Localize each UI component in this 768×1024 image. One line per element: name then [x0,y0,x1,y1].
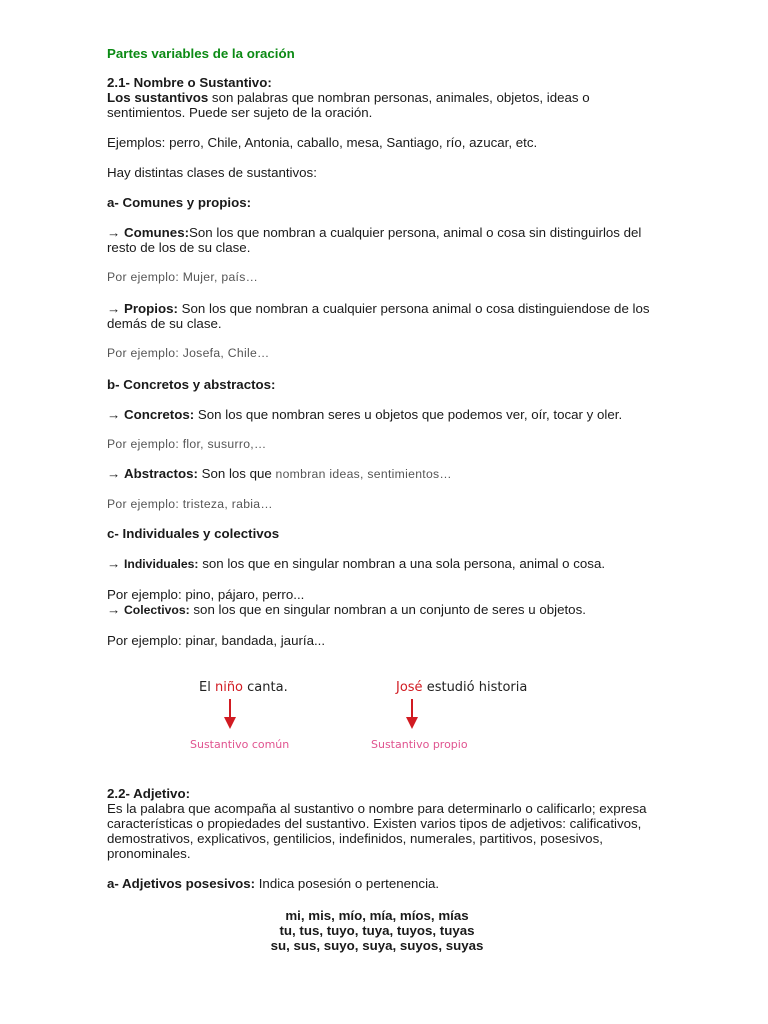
concretos-text: Son los que nombran seres u objetos que podemos ver, oír, tocar y oler. [194,407,623,422]
definition-term: Los sustantivos [107,90,209,105]
adjetivo-section [107,786,667,953]
classes-intro: Hay distintas clases de sustantivos: [107,165,317,180]
subheading-concretos-abstractos: b- Concretos y abstractos: [107,377,276,392]
right-arrow-icon: → [107,407,121,422]
right-arrow-icon: → [107,466,121,481]
posesivos-label: a- Adjetivos posesivos: [107,876,256,891]
adjetivo-definition: Es la palabra que acompaña al sustantivo o nombre para determinarlo o calificarlo; expresa características o propiedades del sustantivo. Existen varios tipos de adjetivos: calificativos, demostrativos, explicativos, gentilicios, indefinidos, numerales, partitivos, posesivos, pronominales. [107,801,647,861]
page-title: Partes variables de la oración [107,46,295,61]
sentence-left-pre: El [199,680,215,695]
posesivos-row: tu, tus, tuyo, tuya, tuyos, tuyas [279,923,475,938]
comunes-label: Comunes: [124,225,190,240]
posesivos-definition [107,876,667,891]
posesivos-list [107,908,667,953]
propios-example: Por ejemplo: Josefa, Chile… [107,346,270,360]
abstractos-label: Abstractos: [124,466,198,481]
concretos-example: Por ejemplo: flor, susurro,… [107,437,267,451]
definition-text: son palabras que nombran personas, animales, objetos, ideas o sentimientos. Puede ser sujeto de la oración. [107,90,590,120]
comunes-text: Son los que nombran a cualquier persona, animal o cosa sin distinguirlos del resto de los de su clase. [107,225,642,255]
diagram-sentence-right [395,680,527,695]
posesivos-text: Indica posesión o pertenencia. [255,876,440,891]
section-heading-adjetivo: 2.2- Adjetivo: [107,786,190,801]
individuales-text: son los que en singular nombran a una sola persona, animal o cosa. [198,556,606,571]
examples-text: Ejemplos: perro, Chile, Antonia, caballo, mesa, Santiago, río, azucar, etc. [107,135,538,150]
propios-label: Propios: [124,301,178,316]
individuales-label: Individuales: [124,557,199,571]
section-heading-sustantivo: 2.1- Nombre o Sustantivo: [107,75,272,90]
right-arrow-icon: → [107,301,121,316]
right-arrow-icon: → [107,225,121,240]
down-arrow-left-icon [224,717,236,729]
sentence-right-post: estudió historia [422,680,528,695]
right-arrow-icon: → [107,602,121,617]
right-arrow-icon: → [107,556,121,571]
colectivos-text: son los que en singular nombran a un conjunto de seres u objetos. [189,602,586,617]
diagram-sentence-left [199,680,288,695]
subheading-individuales-colectivos: c- Individuales y colectivos [107,526,280,541]
abstractos-text: Son los que [197,466,272,481]
colectivos-example: Por ejemplo: pinar, bandada, jauría... [107,633,326,648]
diagram-label-left: Sustantivo común [190,738,290,751]
posesivos-row: mi, mis, mío, mía, míos, mías [285,908,469,923]
sentence-right-noun: José [396,680,423,695]
posesivos-row: su, sus, suyo, suya, suyos, suyas [270,938,484,953]
comunes-example: Por ejemplo: Mujer, país… [107,270,259,284]
concretos-label: Concretos: [124,407,195,422]
sentence-left-post: canta. [243,680,288,695]
down-arrow-right-icon [406,717,418,729]
diagram-label-right: Sustantivo propio [371,738,468,751]
abstractos-text-continued: nombran ideas, sentimientos… [271,467,452,481]
abstractos-example: Por ejemplo: tristeza, rabia… [107,497,273,511]
propios-text: Son los que nombran a cualquier persona animal o cosa distinguiendose de los demás de su clase. [107,301,650,331]
sentence-left-noun: niño [214,680,244,695]
colectivos-label: Colectivos: [124,603,190,617]
individuales-example: Por ejemplo: pino, pájaro, perro... [107,587,305,602]
subheading-comunes-propios: a- Comunes y propios: [107,195,252,210]
